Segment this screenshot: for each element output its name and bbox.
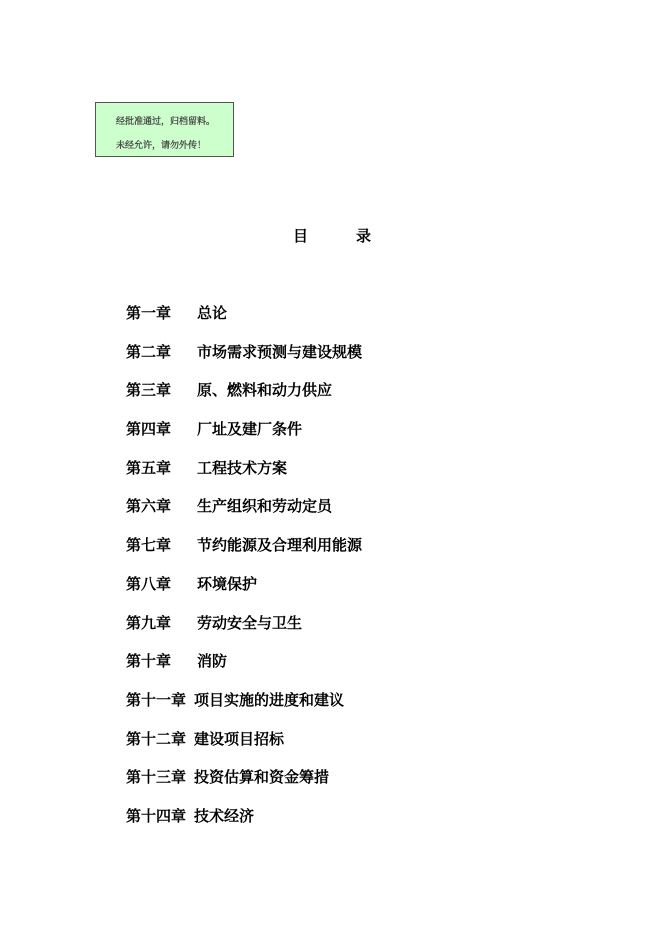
chapter-title: 厂址及建厂条件 <box>197 420 303 439</box>
chapter-number: 第十章 <box>126 652 172 671</box>
chapter-number: 第十四章 <box>126 806 187 825</box>
chapter-title: 工程技术方案 <box>197 458 288 477</box>
chapter-number: 第三章 <box>126 381 172 400</box>
toc-title-char-2: 录 <box>356 227 372 245</box>
stamp-line-2: 未经允许，请勿外传！ <box>116 141 207 151</box>
chapter-title: 市场需求预测与建设规模 <box>197 342 363 361</box>
chapter-title: 消防 <box>197 652 228 671</box>
toc-title-char-1: 目 <box>293 227 309 245</box>
chapter-title: 总论 <box>197 304 228 322</box>
chapter-number: 第五章 <box>126 458 172 477</box>
chapter-number: 第六章 <box>126 497 172 516</box>
chapter-number: 第二章 <box>126 342 172 361</box>
chapter-number: 第九章 <box>126 613 172 632</box>
chapter-title: 节约能源及合理利用能源 <box>197 536 363 555</box>
chapter-title: 技术经济 <box>194 806 255 825</box>
chapter-title: 项目实施的进度和建议 <box>194 690 345 709</box>
stamp-line-1: 经批准通过，归档留料。 <box>116 117 216 127</box>
toc-title <box>0 225 662 245</box>
chapter-number: 第十三章 <box>126 768 187 787</box>
chapter-title: 生产组织和劳动定员 <box>197 497 333 516</box>
chapter-title: 原、燃料和动力供应 <box>197 381 333 400</box>
chapter-number: 第七章 <box>126 536 172 555</box>
chapter-number: 第四章 <box>126 420 172 439</box>
chapter-number: 第十一章 <box>126 690 187 709</box>
chapter-title: 建设项目招标 <box>194 729 285 748</box>
chapter-title: 环境保护 <box>197 574 258 593</box>
chapter-title: 劳动安全与卫生 <box>197 613 303 632</box>
chapter-title: 投资估算和资金筹措 <box>194 768 330 787</box>
chapter-number: 第一章 <box>126 304 172 322</box>
chapter-number: 第十二章 <box>126 729 187 748</box>
approval-stamp <box>95 102 234 157</box>
chapter-number: 第八章 <box>126 574 172 593</box>
